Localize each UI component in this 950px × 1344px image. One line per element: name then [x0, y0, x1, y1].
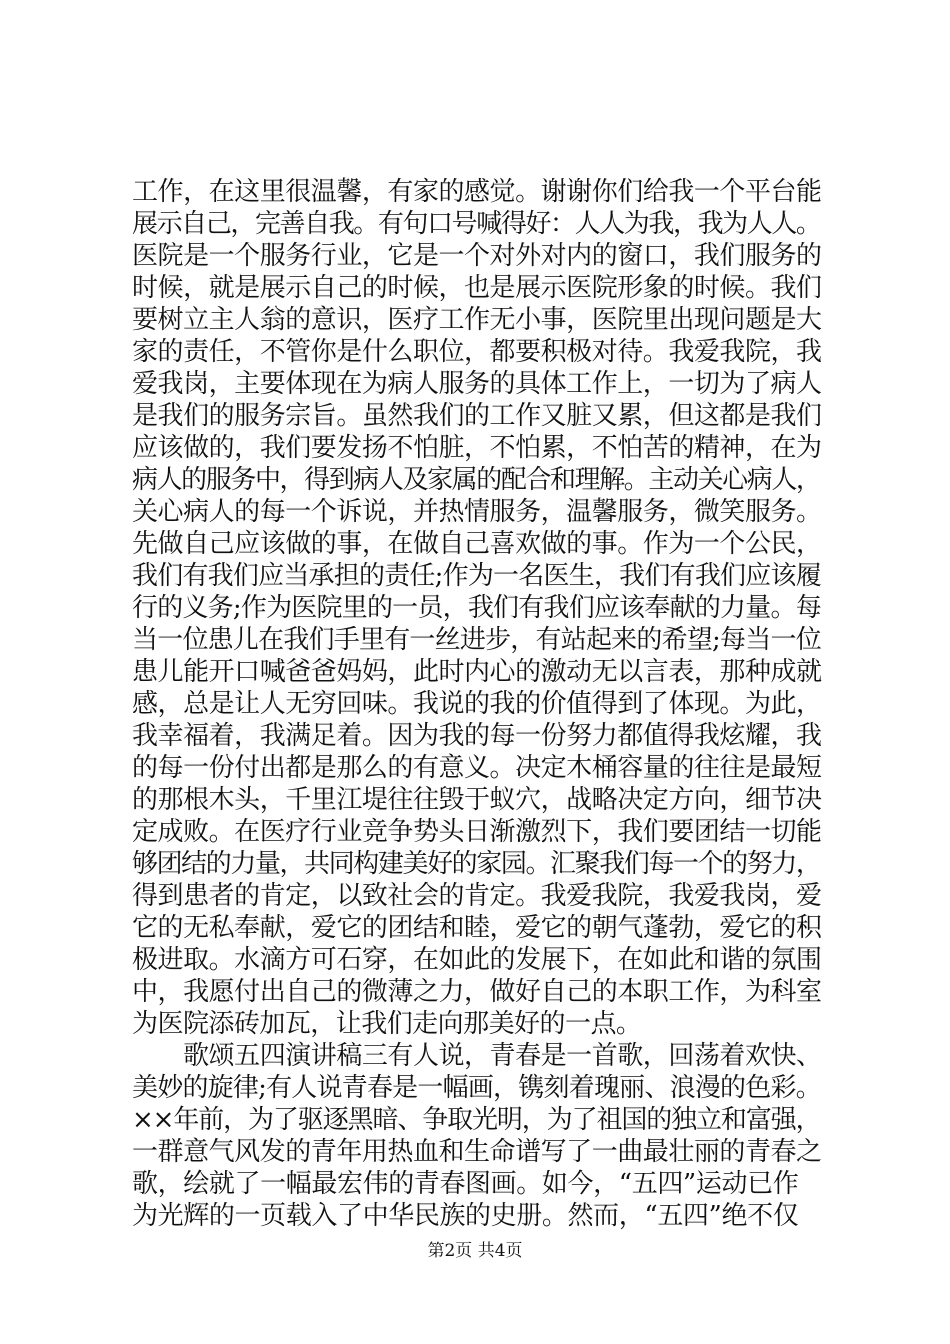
text-line: 够团结的力量，共同构建美好的家园。汇聚我们每一个的努力， — [132, 849, 821, 879]
text-line: 要树立主人翁的意识，医疗工作无小事，医院里出现问题是大 — [132, 305, 822, 335]
text-line: 为医院添砖加瓦，让我们走向那美好的一点。 — [132, 1009, 642, 1039]
text-line: 当一位患儿在我们手里有一丝进步，有站起来的希望;每当一位 — [132, 625, 821, 655]
text-line: 展示自己，完善自我。有句口号喊得好：人人为我，我为人人。 — [132, 209, 821, 239]
text-line: 工作，在这里很温馨，有家的感觉。谢谢你们给我一个平台能 — [132, 177, 822, 207]
text-line: 为光辉的一页载入了中华民族的史册。然而，“五四”绝不仅 — [132, 1201, 799, 1231]
text-line: ××年前，为了驱逐黑暗、争取光明，为了祖国的独立和富强， — [132, 1105, 821, 1135]
text-line: 应该做的，我们要发扬不怕脏，不怕累，不怕苦的精神，在为 — [132, 433, 822, 463]
text-line: 关心病人的每一个诉说，并热情服务，温馨服务，微笑服务。 — [132, 497, 822, 527]
text-line: 歌，绘就了一幅最宏伟的青春图画。如今，“五四”运动已作 — [132, 1169, 799, 1199]
text-line: 是我们的服务宗旨。虽然我们的工作又脏又累，但这都是我们 — [132, 401, 822, 431]
text-line: 家的责任，不管你是什么职位，都要积极对待。我爱我院，我 — [132, 337, 822, 367]
text-line: 我幸福着，我满足着。因为我的每一份努力都值得我炫耀，我 — [132, 721, 822, 751]
text-line: 的那根木头，千里江堤往往毁于蚁穴，战略决定方向，细节决 — [132, 785, 822, 815]
text-line: 时候，就是展示自己的时候，也是展示医院形象的时候。我们 — [132, 273, 822, 303]
text-line: 极进取。水滴方可石穿，在如此的发展下，在如此和谐的氛围 — [132, 945, 822, 975]
text-line: 行的义务;作为医院里的一员，我们有我们应该奉献的力量。每 — [132, 593, 821, 623]
text-line: 歌颂五四演讲稿三有人说，青春是一首歌，回荡着欢快、 — [132, 1041, 822, 1071]
body-text — [132, 176, 832, 1232]
text-line: 它的无私奉献，爱它的团结和睦，爱它的朝气蓬勃，爱它的积 — [132, 913, 822, 943]
text-line: 爱我岗，主要体现在为病人服务的具体工作上，一切为了病人 — [132, 369, 822, 399]
text-line: 美妙的旋律;有人说青春是一幅画，镌刻着瑰丽、浪漫的色彩。 — [132, 1073, 821, 1103]
text-line: 定成败。在医疗行业竞争势头日渐激烈下，我们要团结一切能 — [132, 817, 822, 847]
text-line: 先做自己应该做的事，在做自己喜欢做的事。作为一个公民， — [132, 529, 822, 559]
text-line: 感，总是让人无穷回味。我说的我的价值得到了体现。为此， — [132, 689, 822, 719]
page-footer: 第2页 共4页 — [427, 1241, 523, 1261]
text-line: 患儿能开口喊爸爸妈妈，此时内心的激动无以言表，那种成就 — [132, 657, 822, 687]
text-line: 我们有我们应当承担的责任;作为一名医生，我们有我们应该履 — [132, 561, 821, 591]
text-line: 中，我愿付出自己的微薄之力，做好自己的本职工作，为科室 — [132, 977, 822, 1007]
text-line: 医院是一个服务行业，它是一个对外对内的窗口，我们服务的 — [132, 241, 822, 271]
text-line: 一群意气风发的青年用热血和生命谱写了一曲最壮丽的青春之 — [132, 1137, 822, 1167]
text-line: 的每一份付出都是那么的有意义。决定木桶容量的往往是最短 — [132, 753, 822, 783]
text-line: 病人的服务中，得到病人及家属的配合和理解。主动关心病人， — [132, 465, 821, 495]
text-line: 得到患者的肯定，以致社会的肯定。我爱我院，我爱我岗，爱 — [132, 881, 822, 911]
